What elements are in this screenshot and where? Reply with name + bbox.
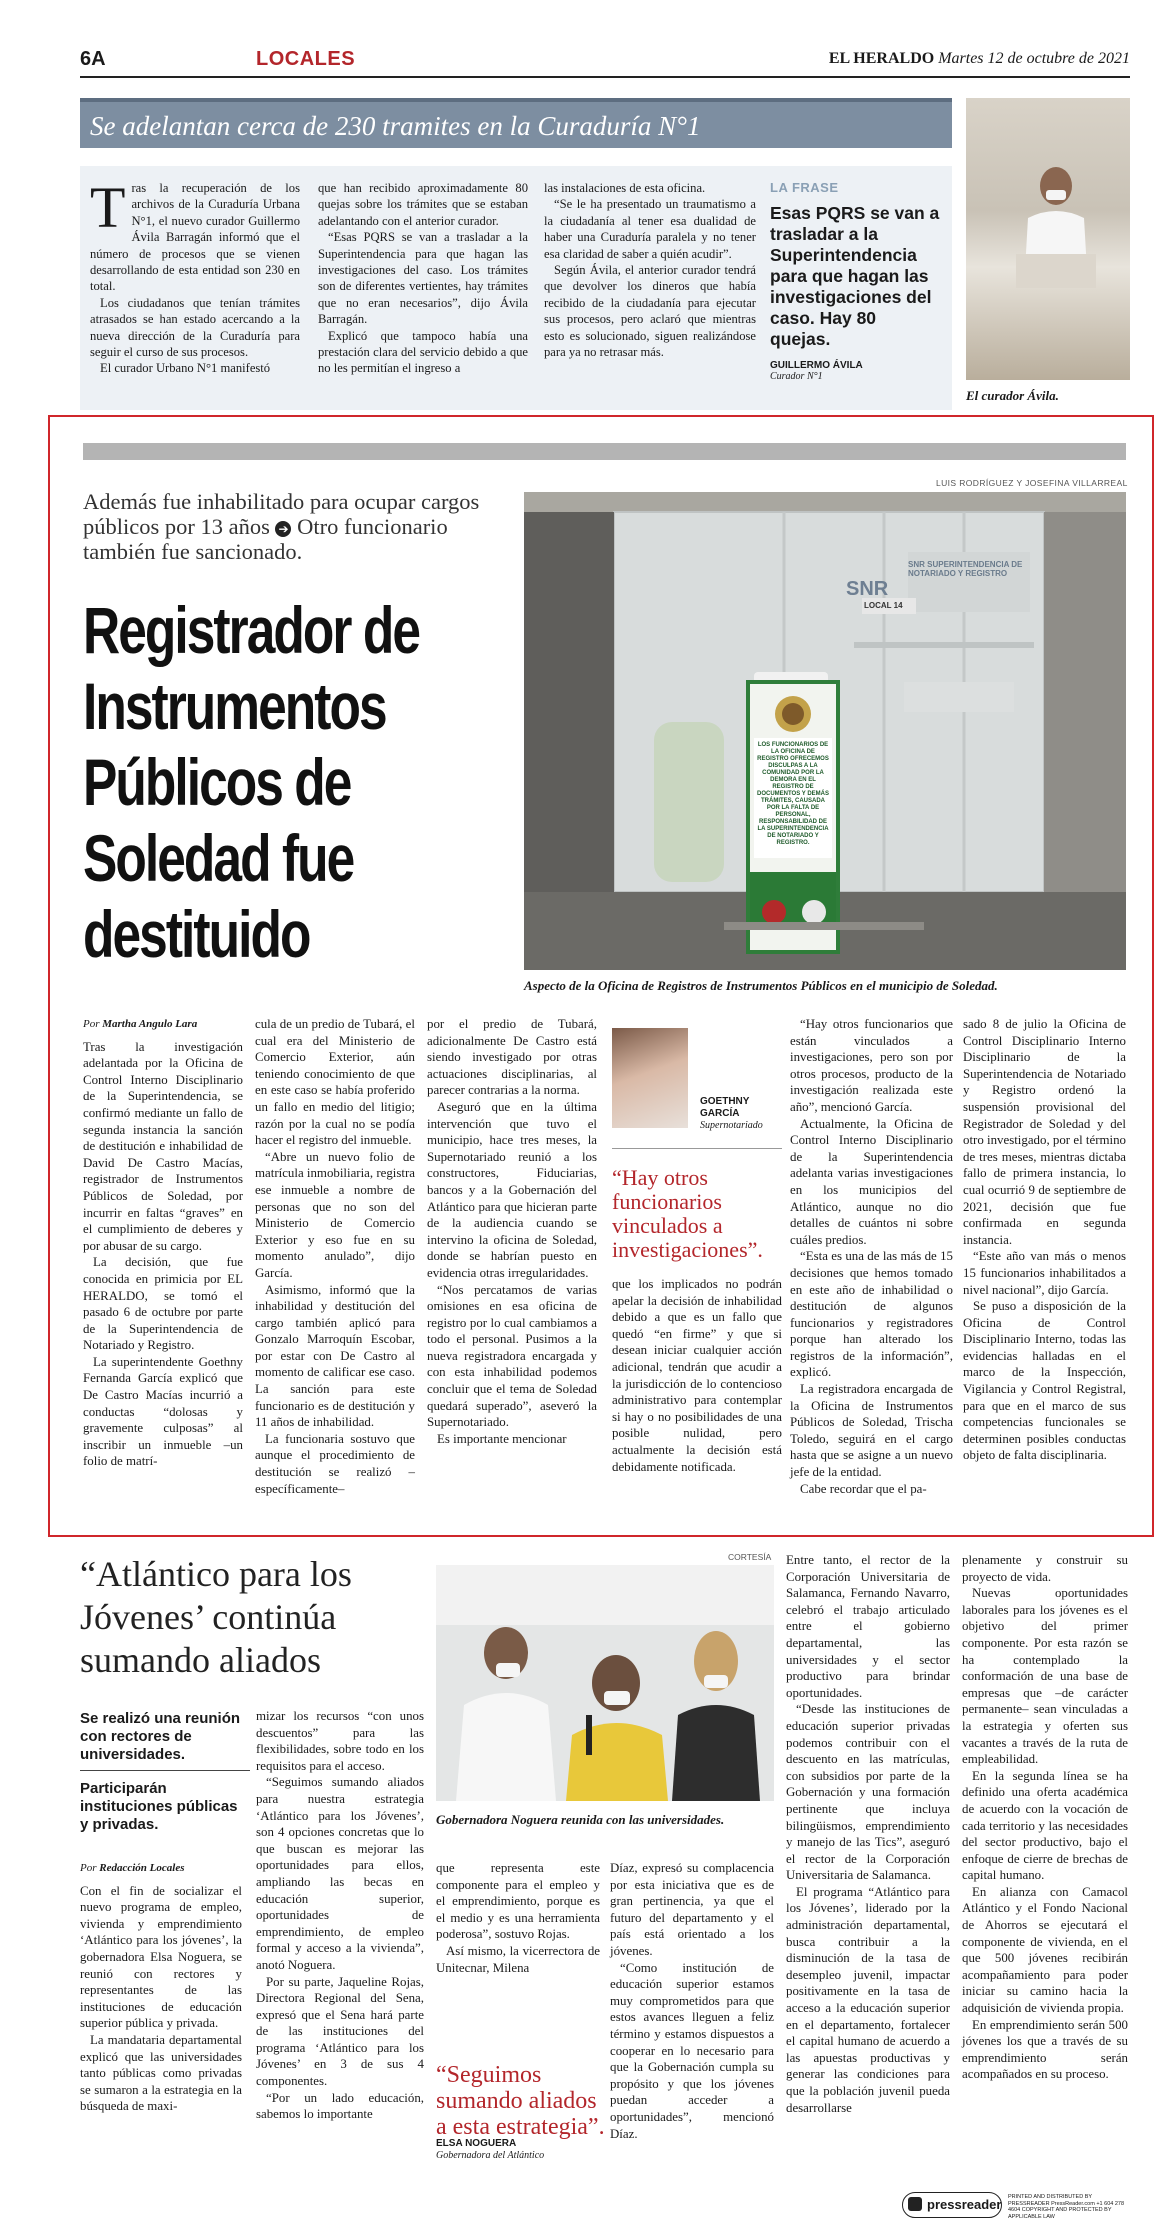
paragraph: “Nos percatamos de varias omisiones en esa oficina de registro por lo cual cambiamos a todo el personal. Pusimos a la nueva registradora encargada y con esta inhabilidad podemos concluir que el tema de Soledad quedará superado”, aseveró la Supernotariado. (427, 1282, 597, 1430)
pressreader-footer (902, 2192, 1132, 2218)
paragraph: Se puso a disposición de la Oficina de Control Disciplinario Interno, todas las evidencias halladas en el marco de la Inspección, Vigilancia y Control Registral, para que en el marco de sus competencias funcionales se determinen posibles conductas objeto de falta disciplinaria. (963, 1299, 1126, 1463)
copyright-notice: PRINTED AND DISTRIBUTED BY PRESSREADER PressReader.com +1 604 278 4604 COPYRIGHT AND PROTECTED BY APPLICABLE LAW (1008, 2194, 1125, 2220)
paragraph: La registradora encargada de la Oficina de Instrumentos Públicos de Soledad, Trischa Toledo, seguirá en el cargo hasta que se asigne a un nuevo jefe de la entidad. (790, 1382, 953, 1480)
paragraph: sado 8 de julio la Oficina de Control Disciplinario Interno Disciplinario de la Superintendencia de Notariado y Registro ordenó la suspensión provisional del Registrador de Soledad y del otro investigado, por el término de tres meses, mientras dictaba fallo de primera instancia, lo cual ocurrió 9 de septiembre de 2021, decisión que fue confirmada en segunda instancia. (963, 1017, 1126, 1247)
paragraph: plenamente y construir su proyecto de vida. (962, 1553, 1128, 1584)
paragraph: “Este año van más o menos 15 funcionarios inhabilitados a nivel nacional”, dijo García. (963, 1249, 1126, 1297)
pull-quote-role: Gobernadora del Atlántico (436, 2150, 545, 2161)
paragraph: En la segunda línea se ha definido una oferta académica de acuerdo con la vocación de cada territorio y las necesidades del sector productivo, bajo el enfoque de cierre de brechas de capital humano. (962, 1768, 1128, 1883)
paragraph: mizar los recursos “con unos descuentos” para las flexibilidades, sobre todo en los requisitos para el acceso. (256, 1709, 424, 1773)
paragraph: Cabe recordar que el pa- (800, 1481, 927, 1496)
section-name: LOCALES (256, 48, 356, 70)
paragraph: Es importante mencionar (437, 1431, 567, 1446)
paragraph: La mandataria departamental explicó que las universidades tanto públicas como privadas se sumaron a la estrategia en la búsqueda de maxi- (80, 2032, 242, 2114)
paragraph: “Como institución de educación superior estamos muy comprometidos para que estos avances lleguen a feliz término y estamos dispuestos a cooperar en lo necesario para que la Gobernación cumpla su propósito y que los jóvenes puedan acceder a oportunidades”, mencionó Díaz. (610, 1960, 774, 2141)
quote-author: GUILLERMO ÁVILA (770, 360, 863, 371)
byline (80, 1860, 242, 1877)
paragraph: las instalaciones de esta oficina. (544, 181, 706, 195)
quote-author-role: Curador N°1 (770, 371, 823, 382)
pressreader-logo: pressreader (902, 2192, 1002, 2218)
paragraph: En emprendimiento serán 500 jóvenes los que a través de su emprendimiento serán acompañados en su proceso. (962, 2017, 1128, 2082)
quote-box (770, 180, 940, 382)
apology-banner-text: LOS FUNCIONARIOS DE LA OFICINA DE REGISTRO OFRECEMOS DISCULPAS A LA COMUNIDAD POR LA DEMORA EN EL REGISTRO DE DOCUMENTOS Y DEMÁS TRÁMITES, CAUSADA POR LA FALTA DE PERSONAL, RESPONSABILIDAD DE LA SUPERINTENDENCIA DE NOTARIADO Y REGISTRO. (756, 742, 829, 846)
headline-line: Registrador de (83, 593, 420, 667)
headline-line: Instrumentos (83, 669, 386, 743)
bottom-col-4 (610, 1860, 774, 2142)
person-figure (1016, 158, 1096, 288)
paragraph: Así mismo, la vicerrectora de Unitecnar, Milena (436, 1943, 600, 1975)
pull-quote: “Hay otros funcionarios vinculados a investigaciones”. (612, 1165, 763, 1262)
snr-sign-text: SNR SUPERINTENDENCIA DE NOTARIADO Y REGISTRO (908, 560, 1023, 578)
paragraph: En alianza con Camacol Atlántico y el Fondo Nacional de Ahorros se ejecutará el componente de vivienda, en el que 500 jóvenes recibirán acompañamiento para poder iniciar su camino hacia la adquisición de vivienda propia. (962, 1884, 1128, 2016)
pull-quote: “Seguimos sumando aliados a esta estrategia”. (436, 2062, 605, 2140)
paragraph: Con el fin de socializar el nuevo programa de empleo, vivienda y emprendimiento ‘Atlántico para los jóvenes’, la gobernadora Elsa Noguera, se reunió con rectores y representantes de las instituciones de educación superior pública y privada. (80, 1883, 242, 2031)
bottom-col-1 (80, 1860, 242, 2115)
brand-name: EL HERALDO (828, 50, 935, 67)
paragraph: Por su parte, Jaqueline Rojas, Directora Regional del Sena, expresó que el Sena hará parte de las instituciones del programa ‘Atlántico para los Jóvenes’ en 3 de sus 4 componentes. (256, 1974, 424, 2089)
paragraph: Actualmente, la Oficina de Control Interno Disciplinario de la Superintendencia adelanta varias investigaciones en los municipios del Atlántico, aunque no dio detalles de cuántos ni sobre cuáles predios. (790, 1116, 953, 1247)
pull-quote-name: ELSA NOGUERA (436, 2138, 517, 2149)
quote-label: LA FRASE (770, 180, 839, 195)
office-scene (524, 492, 1126, 970)
bottom-col-6 (962, 1552, 1128, 2083)
curator-photo (966, 98, 1130, 380)
pull-quote-name (700, 1096, 749, 1120)
paragraph: que representa este componente para el empleo y el emprendimiento, porque es el medio y es una herramienta poderosa”, sostuvo Rojas. (436, 1861, 600, 1942)
pull-name-line: GOETHNY (700, 1096, 750, 1107)
bottom-story-title: “Atlántico para los Jóvenes’ continúa sumando aliados (80, 1554, 352, 1680)
byline-prefix: Por (83, 1018, 100, 1030)
lead-text-2: Otro funcionario también fue sancionado. (83, 514, 448, 564)
paragraph: “Abre un nuevo folio de matrícula inmobiliaria, registra ese inmueble a nombre de personas que no son del Ministerio de Comercio Exterior y eso fue en su momento anulado”, dijo García. (255, 1149, 415, 1280)
governor-photo-caption: Gobernadora Noguera reunida con las universidades. (436, 1812, 725, 1827)
paragraph: La superintendente Goethny Fernanda García explicó que De Castro Macías incurrió a conductas “dolosas y gravemente culposas” al inscribir un inmueble –un folio de matrí- (83, 1354, 243, 1469)
photo-credit: CORTESÍA (728, 1552, 772, 1562)
curator-photo-caption: El curador Ávila. (966, 388, 1059, 403)
paragraph: Nuevas oportunidades laborales para los jóvenes es el objetivo del primer componente. Por esta razón se ha contemplado la conformación de una base de empresas que –de carácter permanente– sean vinculadas a la estrategia y oferten sus vacantes a través de la ruta de empleabilidad. (962, 1586, 1128, 1767)
byline-author: Martha Angulo Lara (102, 1018, 198, 1030)
paragraph: Tras la investigación adelantada por la Oficina de Control Interno Disciplinario de la Superintendencia, se confirmó mediante un fallo de segunda instancia la sanción de destitución e inhabilidad de David De Castro Macías, registrador de Instrumentos Públicos de Soledad, por incurrir en faltas “graves” en el cumplimiento de deberes y por abusar de su cargo. (83, 1039, 243, 1253)
paragraph: “Desde las instituciones de educación superior privadas podemos contribuir con el descuento en las matrículas, con subsidios por parte de la Gobernación y una formación pertinente que incluya bilingüismos, emprendimiento y manejo de las Tics”, aseguró el rector de la Corporación Universitaria de Salamanca. (786, 1702, 950, 1883)
subtitle: Participarán instituciones públicas y privadas. (80, 1780, 238, 1833)
paragraph: El programa “Atlántico para los Jóvenes’, liderado por la administración departamental, busca contribuir a la disminución de la tasa de desempleo juvenil, impactar positivamente en la tasa de acceso a la educación superior en el departamento, fortalecer el capital humano de acuerdo a las apuestas productivas y generar las condiciones para que la población juvenil pueda desarrollarse (786, 1884, 950, 2115)
paragraph: cula de un predio de Tubará, el cual era del Ministerio de Comercio Exterior, aún teniendo conocimiento de que en este caso se había proferido un fallo en medio del litigio; razón por la cual no se podía hacer el registro del inmueble. (255, 1017, 415, 1148)
headline-line: destituido (83, 897, 310, 971)
bottom-col-3 (436, 1860, 600, 1976)
main-col-4 (612, 1276, 782, 1475)
main-col-5 (790, 1016, 953, 1497)
byline-author: Redacción Locales (99, 1862, 185, 1874)
paragraph: ras la recuperación de los archivos de la Curaduría Urbana N°1, el nuevo curador Guillermo Ávila Barragán informó que el número de procesos que se vienen desarrollando de esta entidad son 230 en total. (90, 181, 300, 294)
paragraph: “Esta es una de las más de 15 decisiones que hemos tomado en este año de inhabilidad o destitución de algunos funcionarios y registradores porque han alterado los registros de la información”, explicó. (790, 1249, 953, 1380)
paragraph: “Se le ha presentado un traumatismo a la ciudadanía al tener esa dualidad de haber una Curaduría paralela y no tener esa claridad de saber a quién acudir”. (544, 197, 756, 261)
divider (612, 1148, 782, 1149)
page-number: 6A (80, 48, 106, 70)
quote-text: Esas PQRS se van a trasladar a la Superintendencia para que hagan las investigaciones del caso. Hay 80 quejas. (770, 203, 940, 349)
masthead (829, 50, 1130, 68)
local-sign: LOCAL 14 (864, 601, 903, 610)
arrow-circle-icon: ➔ (275, 521, 291, 537)
headline-line: Públicos de (83, 745, 351, 819)
supernotariado-portrait (612, 1028, 688, 1128)
main-col-2 (255, 1016, 415, 1497)
photo-credit: LUIS RODRÍGUEZ Y JOSEFINA VILLARREAL (936, 478, 1128, 488)
snr-logo-sign: SNR (846, 578, 889, 600)
main-col-6 (963, 1016, 1126, 1464)
paragraph: por el predio de Tubará, adicionalmente De Castro está siendo investigado por otras actuaciones disciplinarias, al parecer contrarias a la norma. (427, 1017, 597, 1098)
main-col-3 (427, 1016, 597, 1447)
paragraph: que han recibido aproximadamente 80 quejas sobre los trámites que se estaban adelantando con el anterior curador. (318, 181, 528, 228)
paragraph: La decisión, que fue conocida en primicia por EL HERALDO, se tomó el pasado 6 de octubre por parte de la Superintendencia de Notariado y Registro. (83, 1255, 243, 1353)
headline-line: Soledad fue (83, 821, 354, 895)
meeting-scene (436, 1565, 774, 1801)
bottom-col-2 (256, 1708, 424, 2123)
lead-text: Además fue inhabilitado para ocupar cargos públicos por 13 años (83, 489, 480, 539)
pull-quote-role: Supernotariado (700, 1120, 763, 1131)
paragraph: “Por un lado educación, sabemos lo importante (256, 2090, 424, 2122)
paragraph: Los ciudadanos que tenían trámites atrasados se han estado acercando a la nueva dirección de la Curaduría para seguir el curso de sus procesos. (90, 295, 300, 360)
page-header (80, 46, 1130, 78)
paragraph: Asimismo, informó que la inhabilidad y destitución del cargo también aplicó para Gonzalo Marroquín Escobar, por estar con De Castro al momento de calificar ese caso. La sanción para este funcionario es de destitución y 11 años de inhabilidad. (255, 1282, 415, 1430)
main-col-1 (83, 1016, 243, 1470)
top-story-body (80, 166, 952, 410)
bottom-col-5 (786, 1552, 950, 2116)
section-rule (83, 443, 1126, 460)
paragraph: “Hay otros funcionarios que están vinculados a investigaciones, pero son por otros procesos, producto de la investigación realizada este año”, mencionó García. (790, 1017, 953, 1114)
top-col-1 (90, 175, 300, 377)
office-photo-caption: Aspecto de la Oficina de Registros de Instrumentos Públicos en el municipio de Soledad. (524, 978, 998, 993)
top-col-2 (318, 180, 528, 377)
paragraph: La funcionaria sostuvo que aunque el procedimiento de destitución se realizó –específicamente– (255, 1431, 415, 1496)
paragraph: “Seguimos sumando aliados para nuestra estrategia ‘Atlántico para los Jóvenes’, son 4 opciones concretas que lo que buscan es mejorar las oportunidades para ellos, ampliando las becas en educación superior, oportunidades de emprendimiento, de empleo formal y acceso a la vivienda”, anotó Noguera. (256, 1775, 424, 1972)
paragraph: “Esas PQRS se van a trasladar a la Superintendencia para que hagan las investigaciones del caso. Los trámites son de diferentes vertientes, hay trámites que no eran necesarios”, dijo Ávila Barragán. (318, 230, 528, 327)
pull-name-line: GARCÍA (700, 1108, 740, 1119)
subtitle: Se realizó una reunión con rectores de universidades. (80, 1710, 250, 1771)
byline (83, 1016, 243, 1033)
drop-cap: T (90, 175, 126, 240)
issue-date: Martes 12 de octubre de 2021 (938, 50, 1130, 67)
story-lead (83, 489, 493, 564)
paragraph: Explicó que tampoco había una prestación clara del servicio debido a que no les permitían el ingreso a (318, 328, 528, 376)
paragraph: Según Ávila, el anterior curador tendrá que devolver los dineros que había recibido de la ciudadanía para ejecutar sus procesos, pero aclaró que mientras esto es solucionado, siguen realizándose para ya no retrasar más. (544, 263, 756, 360)
top-col-3 (544, 180, 756, 360)
paragraph: Aseguró que en la última intervención que tuvo el municipio, hace tres meses, la Supernotariado reunió a los constructores, Fiduciarias, bancos y a la Gobernación del Atlántico para que hicieran parte de la audiencia cuando se intervino la oficina de Soledad, donde se habrían puesto en evidencia otras irregularidades. (427, 1099, 597, 1280)
paragraph: Díaz, expresó su complacencia por esta iniciativa que es de gran pertinencia, ya que el futuro del departamento y el país está orientado a los jóvenes. (610, 1861, 774, 1958)
byline-prefix: Por (80, 1862, 97, 1874)
office-photo (524, 492, 1126, 970)
paragraph: Entre tanto, el rector de la Corporación Universitaria de Salamanca, Fernando Navarro, celebró el trabajo articulado entre el gobierno departamental, las universidades y el sector productivo para brindar oportunidades. (786, 1553, 950, 1700)
paragraph: que los implicados no podrán apelar la decisión de inhabilidad debido a que es un fallo que quedó “en firme” y que si desean iniciar cualquier acción adicional, tendrán que acudir a la jurisdicción de lo contencioso administrativo para contemplar si hay o no posibilidades de una posible nulidad, pero actualmente la decisión está debidamente notificada. (612, 1277, 782, 1474)
paragraph: El curador Urbano N°1 manifestó (100, 361, 271, 376)
governor-meeting-photo (436, 1565, 774, 1801)
top-story-title: Se adelantan cerca de 230 tramites en la Curaduría N°1 (80, 98, 952, 148)
main-headline (83, 592, 520, 972)
